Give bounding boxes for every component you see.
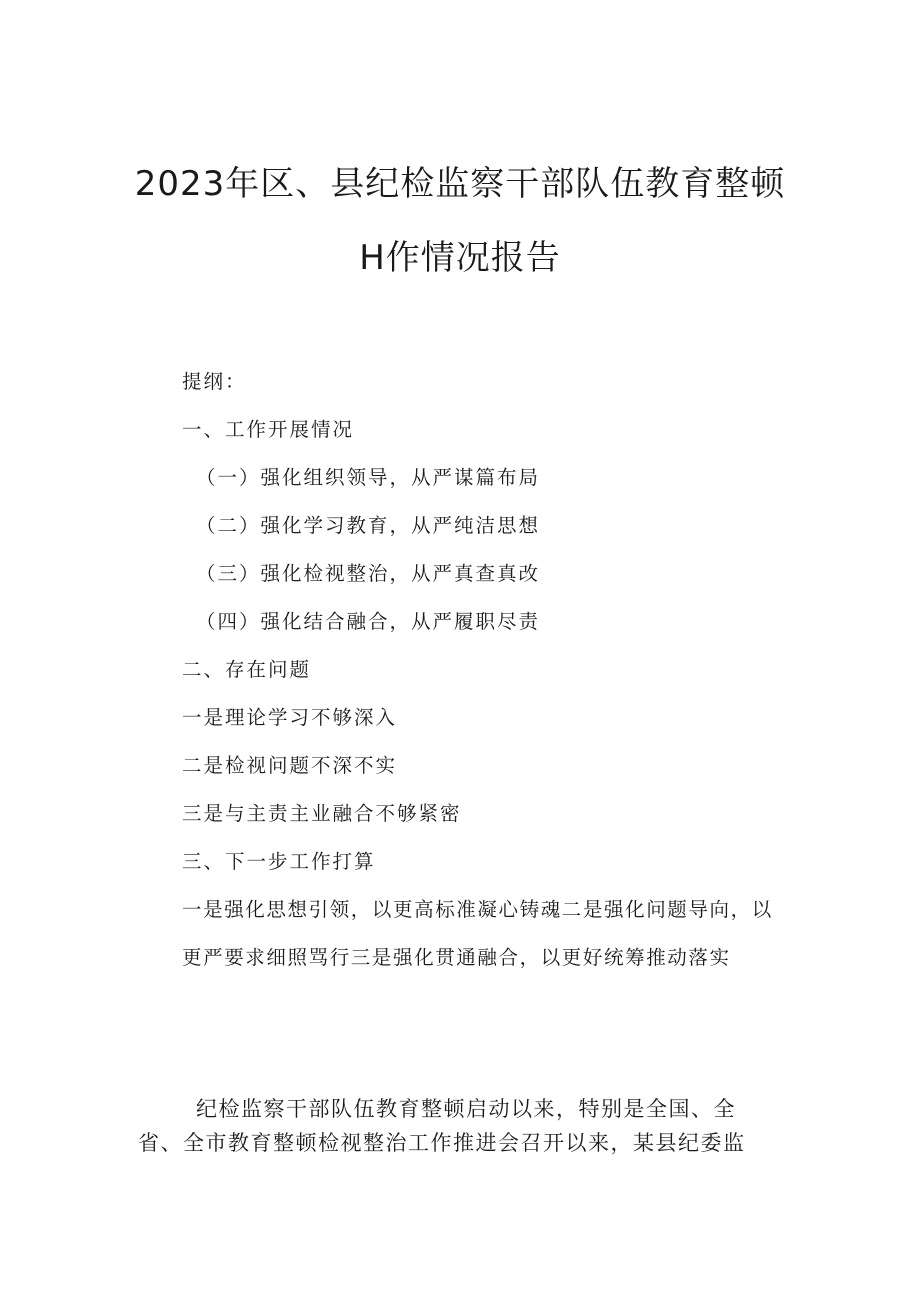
outline-heading: 提纲： <box>182 370 247 393</box>
outline-item: 二是检视问题不深不实 <box>182 754 398 777</box>
outline-section-2: 二、存在问题 <box>182 658 312 681</box>
outline-section-3: 三、下一步工作打算 <box>182 850 376 873</box>
body-paragraph-line: 纪检监察干部队伍教育整顿启动以来，特别是全国、全 <box>196 1097 736 1121</box>
outline-section-1: 一、工作开展情况 <box>182 418 355 441</box>
outline-item: （一）强化组织领导，从严谋篇布局 <box>196 466 541 489</box>
outline-item: 一是强化思想引领，以更高标准凝心铸魂二是强化问题导向，以 <box>182 898 773 921</box>
outline-item: 三是与主责主业融合不够紧密 <box>182 802 462 825</box>
document-title-line-1: 2023年区、县纪检监察干部队伍教育整顿 <box>134 164 786 204</box>
document-title-line-2: H作情况报告 <box>359 238 561 278</box>
outline-item: 一是理论学习不够深入 <box>182 706 398 729</box>
outline-item: （二）强化学习教育，从严纯洁思想 <box>196 514 541 537</box>
outline-item: 更严要求细照骂行三是强化贯通融合，以更好统筹推动落实 <box>182 946 731 969</box>
outline-item: （四）强化结合融合，从严履职尽责 <box>196 610 541 633</box>
outline-item: （三）强化检视整治，从严真查真改 <box>196 562 541 585</box>
body-paragraph-line: 省、全市教育整顿检视整治工作推进会召开以来，某县纪委监 <box>138 1131 746 1155</box>
